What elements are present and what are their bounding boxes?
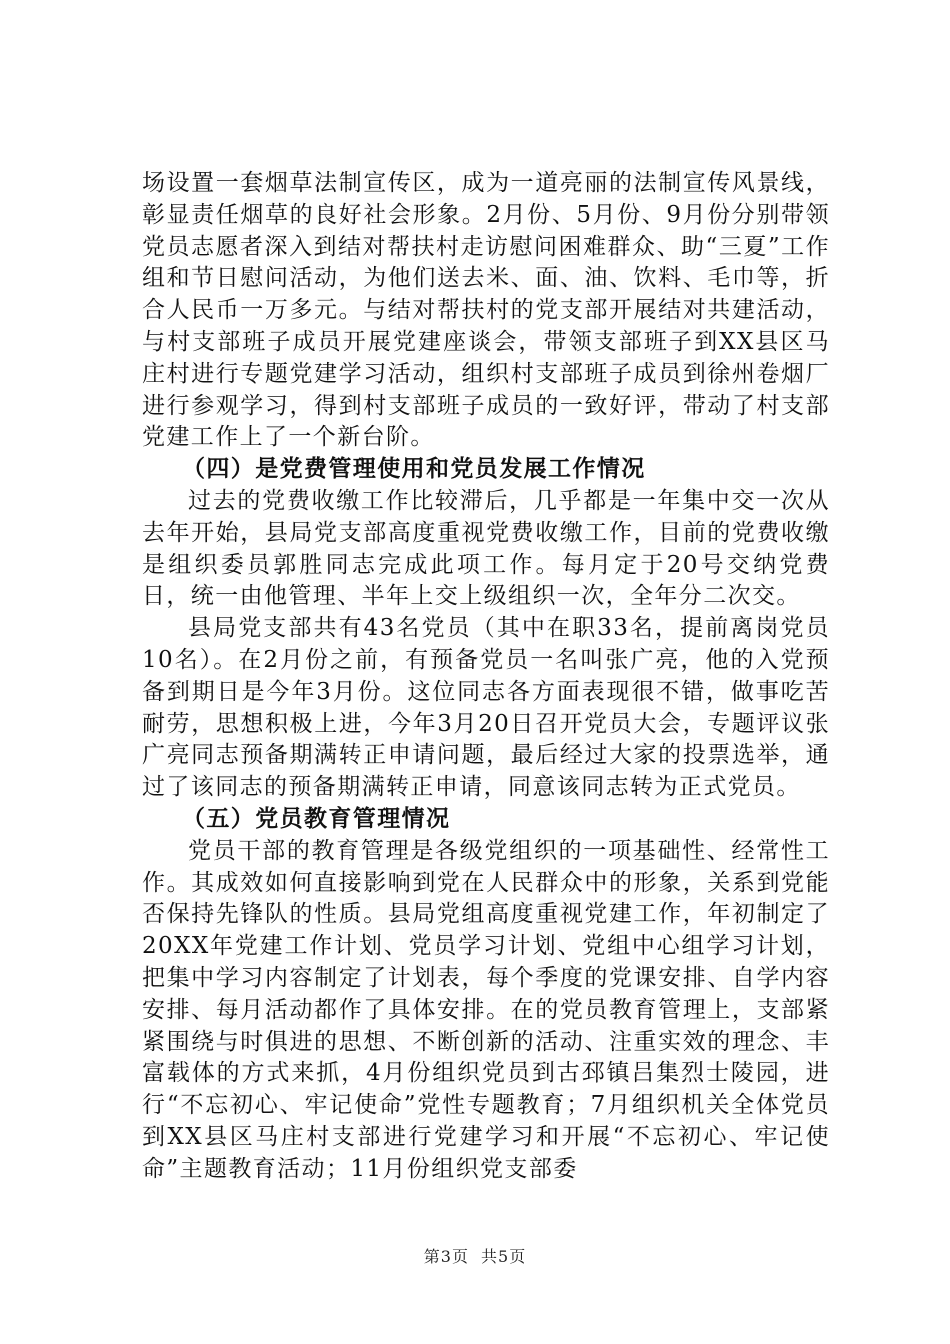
page-total: 共5页 bbox=[481, 1247, 527, 1266]
document-body bbox=[142, 168, 830, 1186]
section-heading-party-fees: （四）是党费管理使用和党员发展工作情况 bbox=[182, 456, 646, 483]
paragraph-propaganda-activities: 场设置一套烟草法制宣传区，成为一道亮丽的法制宣传风景线，彰显责任烟草的良好社会形象。2月份、5月份、9月份分别带领党员志愿者深入到结对帮扶村走访慰问困难群众、助“三夏”工作组和节日慰问活动，为他们送去米、面、油、饮料、毛巾等，折合人民币一万多元。与结对帮扶村的党支部开展结对共建活动，与村支部班子成员开展党建座谈会，带领支部班子到XX县区马庄村进行专题党建学习活动，组织村支部班子成员到徐州卷烟厂进行参观学习，得到村支部班子成员的一致好评，带动了村支部党建工作上了一个新台阶。 bbox=[142, 170, 830, 451]
page-number: 第3页 bbox=[423, 1247, 469, 1266]
paragraph-member-development: 县局党支部共有43名党员（其中在职33名，提前离岗党员10名）。在2月份之前，有预备党员一名叫张广亮，他的入党预备到期日是今年3月份。这位同志各方面表现很不错，做事吃苦耐劳，思想积极上进，今年3月20日召开党员大会，专题评议张广亮同志预备期满转正申请问题，最后经过大家的投票选举，通过了该同志的预备期满转正申请，同意该同志转为正式党员。 bbox=[142, 615, 830, 801]
section-heading-member-education: （五）党员教育管理情况 bbox=[182, 805, 451, 832]
paragraph-fee-collection: 过去的党费收缴工作比较滞后，几乎都是一年集中交一次从去年开始，县局党支部高度重视党费收缴工作，目前的党费收缴是组织委员郭胜同志完成此项工作。每月定于20号交纳党费日，统一由他管理、半年上交上级组织一次，全年分二次交。 bbox=[142, 487, 830, 610]
page-footer bbox=[0, 1244, 950, 1267]
paragraph-education-management: 党员干部的教育管理是各级党组织的一项基础性、经常性工作。其成效如何直接影响到党在人民群众中的形象，关系到党能否保持先锋队的性质。县局党组高度重视党建工作，年初制定了20XX年党建工作计划、党员学习计划、党组中心组学习计划，把集中学习内容制定了计划表，每个季度的党课安排、自学内容安排、每月活动都作了具体安排。在的党员教育管理上，支部紧紧围绕与时俱进的思想、不断创新的活动、注重实效的理念、丰富载体的方式来抓，4月份组织党员到古邳镇吕集烈士陵园，进行“不忘初心、牢记使命”党性专题教育；7月组织机关全体党员到XX县区马庄村支部进行党建学习和开展“不忘初心、牢记使命”主题教育活动；11月份组织党支部委 bbox=[142, 837, 830, 1182]
